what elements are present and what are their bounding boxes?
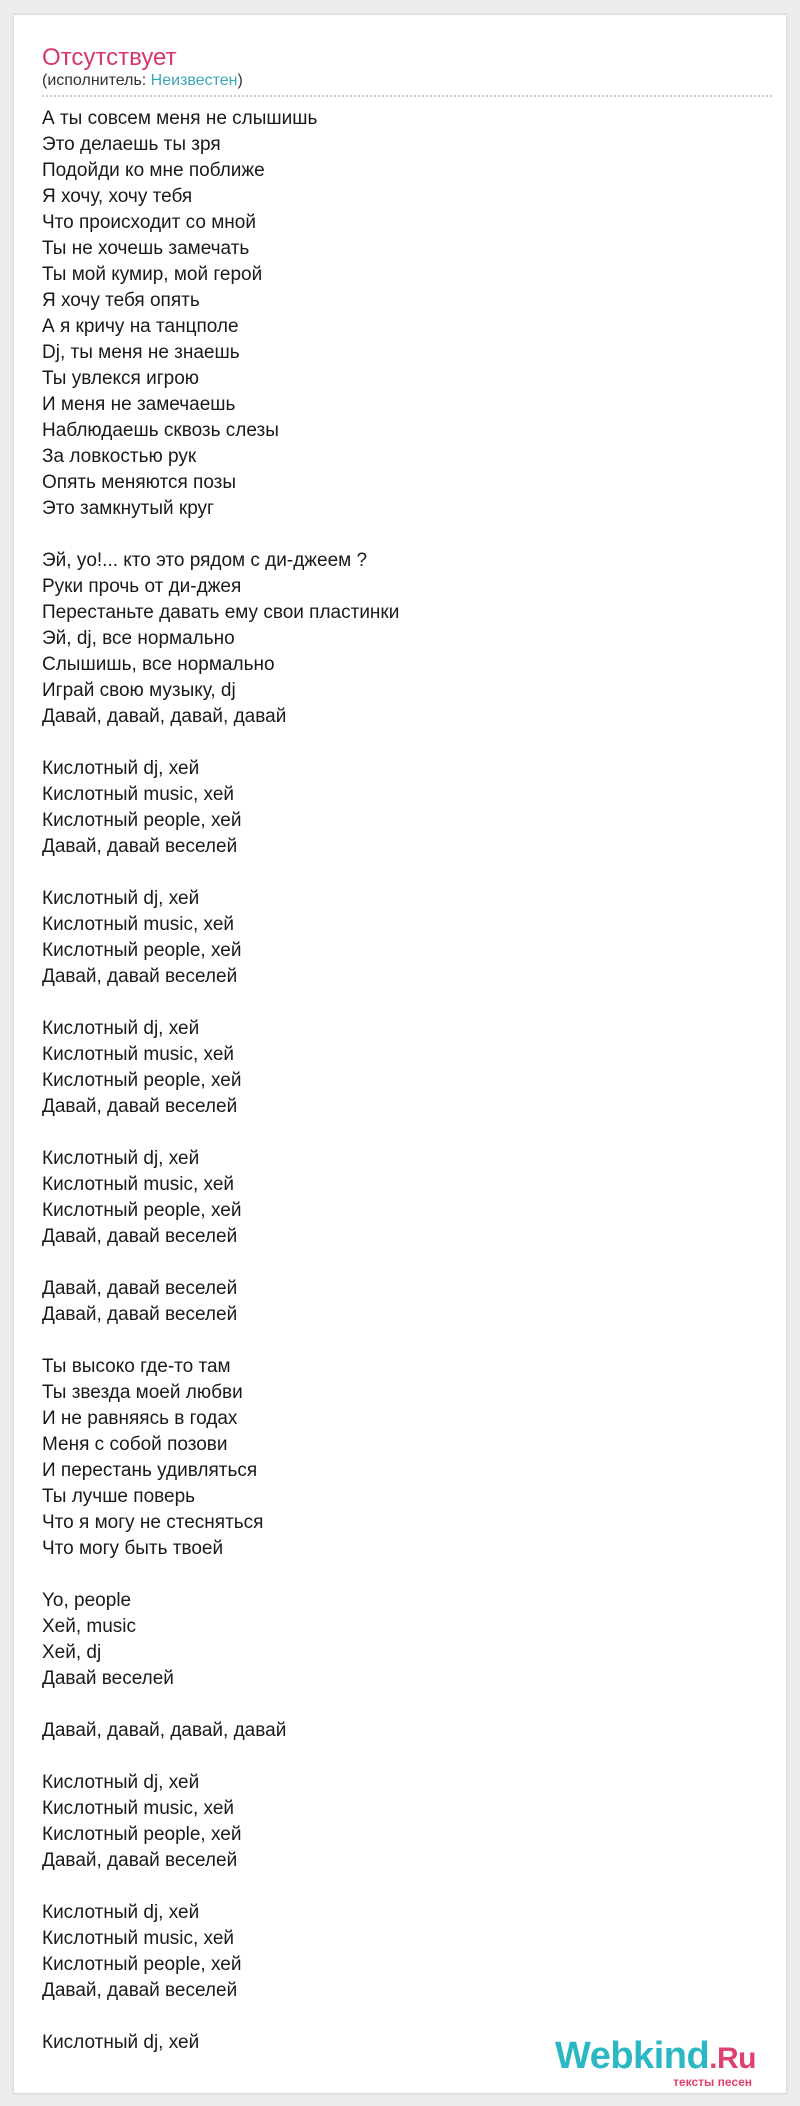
lyric-line: Что происходит со мной (42, 212, 256, 233)
lyric-line: Ты увлекся игрою (42, 368, 200, 389)
lyric-line: Давай веселей (42, 1668, 174, 1689)
lyric-line: Ты мой кумир, мой герой (42, 264, 263, 285)
lyric-line: Что я могу не стесняться (42, 1512, 264, 1533)
lyrics-card (13, 14, 787, 2094)
logo-wordmark (555, 2036, 756, 2079)
artist-prefix: (исполнитель: (42, 72, 151, 89)
stanza-break (42, 1250, 762, 1276)
lyric-line: Что могу быть твоей (42, 1538, 224, 1559)
stanza-break (42, 860, 762, 886)
lyric-line: Кислотный people, хей (42, 1200, 242, 1221)
lyric-line: Yo, people (42, 1590, 132, 1611)
lyric-line: За ловкостью рук (42, 446, 197, 467)
lyric-line: Давай, давай веселей (42, 1278, 238, 1299)
song-title: Отсутствует (42, 44, 177, 71)
artist-link[interactable]: Неизвестен (150, 72, 238, 89)
lyric-line: Кислотный people, хей (42, 1954, 242, 1975)
stanza-break (42, 522, 762, 548)
lyric-line: Кислотный people, хей (42, 1824, 242, 1845)
lyric-line: Давай, давай веселей (42, 1096, 238, 1117)
lyric-line: А ты совсем меня не слышишь (42, 108, 318, 129)
lyric-line: Кислотный music, хей (42, 1044, 235, 1065)
lyric-line: Кислотный dj, хей (42, 1902, 200, 1923)
lyric-line: Кислотный dj, хей (42, 888, 200, 909)
lyric-line: Давай, давай, давай, давай (42, 706, 287, 727)
lyric-line: Кислотный music, хей (42, 1928, 235, 1949)
logo-main-text: Webkind (555, 2035, 710, 2077)
stanza-break (42, 1562, 762, 1588)
lyric-line: Это делаешь ты зря (42, 134, 221, 155)
lyric-line: Слышишь, все нормально (42, 654, 275, 675)
lyric-line: Кислотный dj, хей (42, 2032, 200, 2053)
dotted-divider (42, 95, 772, 97)
lyric-line: Я хочу тебя опять (42, 290, 200, 311)
stanza-break (42, 1874, 762, 1900)
lyric-line: Давай, давай веселей (42, 1980, 238, 2001)
lyric-line: Хей, music (42, 1616, 137, 1637)
stanza-break (42, 1120, 762, 1146)
lyric-line: Хей, dj (42, 1642, 102, 1663)
lyric-line: Кислотный music, хей (42, 914, 235, 935)
lyric-line: Ты не хочешь замечать (42, 238, 250, 259)
lyric-line: Ты лучше поверь (42, 1486, 196, 1507)
lyric-line: Кислотный music, хей (42, 784, 235, 805)
lyric-line: Давай, давай веселей (42, 1850, 238, 1871)
lyric-line: И не равняясь в годах (42, 1408, 238, 1429)
lyric-line: Давай, давай веселей (42, 836, 238, 857)
stanza-break (42, 730, 762, 756)
lyric-line: Опять меняются позы (42, 472, 237, 493)
lyric-line: Давай, давай веселей (42, 966, 238, 987)
artist-suffix: ) (237, 72, 243, 89)
logo-suffix: .Ru (709, 2042, 756, 2075)
lyric-line: Ты звезда моей любви (42, 1382, 243, 1403)
lyric-line: Кислотный dj, хей (42, 1018, 200, 1039)
lyric-line: Кислотный people, хей (42, 810, 242, 831)
logo-tagline: тексты песен (673, 2075, 752, 2089)
lyric-line: Dj, ты меня не знаешь (42, 342, 240, 363)
lyric-line: Кислотный music, хей (42, 1174, 235, 1195)
lyric-line: Кислотный dj, хей (42, 758, 200, 779)
lyric-line: Играй свою музыку, dj (42, 680, 236, 701)
stanza-break (42, 1744, 762, 1770)
lyric-line: Кислотный dj, хей (42, 1148, 200, 1169)
lyric-line: Меня с собой позови (42, 1434, 228, 1455)
lyric-line: А я кричу на танцполе (42, 316, 239, 337)
stanza-break (42, 990, 762, 1016)
lyric-line: Давай, давай веселей (42, 1226, 238, 1247)
stanza-break (42, 1692, 762, 1718)
artist-line (42, 71, 243, 91)
stanza-break (42, 1328, 762, 1354)
lyric-line: И меня не замечаешь (42, 394, 236, 415)
lyric-line: Давай, давай, давай, давай (42, 1720, 287, 1741)
lyric-line: И перестань удивляться (42, 1460, 258, 1481)
lyric-line: Кислотный dj, хей (42, 1772, 200, 1793)
lyric-line: Давай, давай веселей (42, 1304, 238, 1325)
lyric-line: Я хочу, хочу тебя (42, 186, 193, 207)
lyric-line: Эй, dj, все нормально (42, 628, 235, 649)
lyric-line: Эй, yo!... кто это рядом с ди-джеем ? (42, 550, 368, 571)
lyric-line: Руки прочь от ди-джея (42, 576, 242, 597)
lyric-line: Кислотный music, хей (42, 1798, 235, 1819)
lyrics-text (42, 106, 762, 2056)
lyric-line: Наблюдаешь сквозь слезы (42, 420, 279, 441)
lyric-line: Перестаньте давать ему свои пластинки (42, 602, 400, 623)
lyric-line: Кислотный people, хей (42, 940, 242, 961)
lyric-line: Кислотный people, хей (42, 1070, 242, 1091)
lyric-line: Ты высоко где-то там (42, 1356, 231, 1377)
stanza-break (42, 2004, 762, 2030)
lyric-line: Подойди ко мне поближе (42, 160, 265, 181)
lyric-line: Это замкнутый круг (42, 498, 214, 519)
site-logo[interactable] (555, 2036, 756, 2088)
